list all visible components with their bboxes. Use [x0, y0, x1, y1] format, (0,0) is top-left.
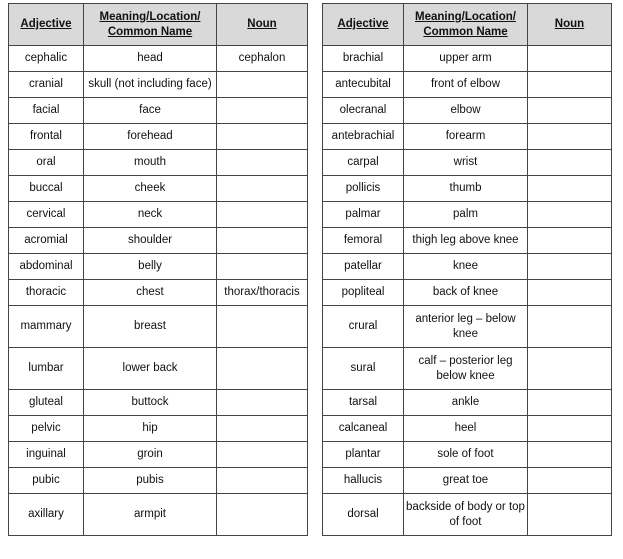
table-row	[9, 98, 308, 124]
meaning-cell: face	[84, 98, 217, 124]
adjective-cell: cranial	[9, 72, 84, 98]
meaning-cell: heel	[404, 416, 528, 442]
noun-cell	[528, 124, 612, 150]
meaning-cell: anterior leg – below knee	[404, 306, 528, 348]
meaning-cell: calf – posterior leg below knee	[404, 348, 528, 390]
meaning-cell: forearm	[404, 124, 528, 150]
noun-cell	[217, 468, 308, 494]
table-row	[9, 348, 308, 390]
adjective-cell: acromial	[9, 228, 84, 254]
table-row	[9, 468, 308, 494]
adjective-cell: brachial	[323, 46, 404, 72]
table-row	[323, 46, 612, 72]
meaning-cell: wrist	[404, 150, 528, 176]
meaning-cell: neck	[84, 202, 217, 228]
noun-cell	[528, 390, 612, 416]
table-row	[323, 124, 612, 150]
noun-cell	[528, 280, 612, 306]
header-meaning-line1: Meaning/Location/	[415, 10, 516, 23]
table-row	[323, 72, 612, 98]
noun-cell	[528, 254, 612, 280]
noun-cell	[217, 228, 308, 254]
noun-cell	[217, 348, 308, 390]
noun-cell	[528, 202, 612, 228]
table-row	[323, 390, 612, 416]
noun-cell: thorax/thoracis	[217, 280, 308, 306]
table-row	[9, 176, 308, 202]
noun-cell	[217, 390, 308, 416]
meaning-cell: chest	[84, 280, 217, 306]
header-meaning	[404, 4, 528, 46]
noun-cell	[528, 46, 612, 72]
adjective-cell: calcaneal	[323, 416, 404, 442]
meaning-cell: lower back	[84, 348, 217, 390]
noun-cell	[217, 124, 308, 150]
noun-cell	[217, 494, 308, 536]
noun-cell	[217, 202, 308, 228]
meaning-cell: back of knee	[404, 280, 528, 306]
noun-cell	[528, 442, 612, 468]
noun-cell	[217, 150, 308, 176]
table-row	[323, 306, 612, 348]
meaning-cell: hip	[84, 416, 217, 442]
table-row	[9, 46, 308, 72]
table-row	[323, 176, 612, 202]
adjective-cell: crural	[323, 306, 404, 348]
adjective-cell: carpal	[323, 150, 404, 176]
meaning-cell: belly	[84, 254, 217, 280]
table-row	[9, 416, 308, 442]
meaning-cell: forehead	[84, 124, 217, 150]
adjective-cell: abdominal	[9, 254, 84, 280]
meaning-cell: palm	[404, 202, 528, 228]
table-row	[9, 72, 308, 98]
meaning-cell: thigh leg above knee	[404, 228, 528, 254]
adjective-cell: hallucis	[323, 468, 404, 494]
adjective-cell: axillary	[9, 494, 84, 536]
meaning-cell: backside of body or top of foot	[404, 494, 528, 536]
table-row	[323, 442, 612, 468]
adjective-cell: tarsal	[323, 390, 404, 416]
adjective-cell: sural	[323, 348, 404, 390]
adjective-cell: buccal	[9, 176, 84, 202]
left-table	[8, 3, 308, 536]
adjective-cell: pollicis	[323, 176, 404, 202]
noun-cell	[528, 150, 612, 176]
table-row	[9, 442, 308, 468]
right-table	[322, 3, 612, 536]
adjective-cell: facial	[9, 98, 84, 124]
table-row	[9, 280, 308, 306]
noun-cell	[528, 176, 612, 202]
meaning-cell: thumb	[404, 176, 528, 202]
noun-cell	[217, 72, 308, 98]
noun-cell	[217, 306, 308, 348]
noun-cell	[528, 494, 612, 536]
noun-cell	[528, 98, 612, 124]
header-adjective: Adjective	[9, 4, 84, 46]
adjective-cell: lumbar	[9, 348, 84, 390]
table-row	[323, 348, 612, 390]
meaning-cell: breast	[84, 306, 217, 348]
table-row	[323, 468, 612, 494]
table-row	[323, 280, 612, 306]
table-row	[9, 124, 308, 150]
meaning-cell: front of elbow	[404, 72, 528, 98]
adjective-cell: mammary	[9, 306, 84, 348]
table-row	[9, 228, 308, 254]
adjective-cell: antebrachial	[323, 124, 404, 150]
noun-cell	[528, 306, 612, 348]
adjective-cell: patellar	[323, 254, 404, 280]
adjective-cell: plantar	[323, 442, 404, 468]
table-row	[323, 494, 612, 536]
meaning-cell: buttock	[84, 390, 217, 416]
meaning-cell: great toe	[404, 468, 528, 494]
header-adjective: Adjective	[323, 4, 404, 46]
noun-cell	[217, 176, 308, 202]
table-row	[323, 202, 612, 228]
table-row	[9, 150, 308, 176]
noun-cell	[528, 416, 612, 442]
header-row	[323, 4, 612, 46]
adjective-cell: gluteal	[9, 390, 84, 416]
adjective-cell: popliteal	[323, 280, 404, 306]
adjective-cell: frontal	[9, 124, 84, 150]
noun-cell	[528, 468, 612, 494]
meaning-cell: groin	[84, 442, 217, 468]
table-row	[9, 494, 308, 536]
noun-cell	[528, 348, 612, 390]
adjective-cell: thoracic	[9, 280, 84, 306]
header-meaning	[84, 4, 217, 46]
noun-cell	[217, 254, 308, 280]
table-row	[9, 390, 308, 416]
meaning-cell: cheek	[84, 176, 217, 202]
meaning-cell: ankle	[404, 390, 528, 416]
meaning-cell: pubis	[84, 468, 217, 494]
table-row	[323, 416, 612, 442]
meaning-cell: sole of foot	[404, 442, 528, 468]
header-row	[9, 4, 308, 46]
adjective-cell: palmar	[323, 202, 404, 228]
meaning-cell: knee	[404, 254, 528, 280]
meaning-cell: skull (not including face)	[84, 72, 217, 98]
table-row	[9, 306, 308, 348]
table-row	[323, 150, 612, 176]
adjective-cell: olecranal	[323, 98, 404, 124]
adjective-cell: pelvic	[9, 416, 84, 442]
adjective-cell: oral	[9, 150, 84, 176]
meaning-cell: head	[84, 46, 217, 72]
table-row	[9, 254, 308, 280]
noun-cell: cephalon	[217, 46, 308, 72]
noun-cell	[217, 416, 308, 442]
header-meaning-line2: Common Name	[423, 25, 508, 38]
table-row	[323, 98, 612, 124]
meaning-cell: shoulder	[84, 228, 217, 254]
meaning-cell: armpit	[84, 494, 217, 536]
adjective-cell: pubic	[9, 468, 84, 494]
header-noun: Noun	[217, 4, 308, 46]
adjective-cell: cervical	[9, 202, 84, 228]
adjective-cell: femoral	[323, 228, 404, 254]
table-row	[323, 254, 612, 280]
table-row	[9, 202, 308, 228]
meaning-cell: upper arm	[404, 46, 528, 72]
meaning-cell: mouth	[84, 150, 217, 176]
header-meaning-line2: Common Name	[107, 25, 193, 38]
adjective-cell: inguinal	[9, 442, 84, 468]
adjective-cell: antecubital	[323, 72, 404, 98]
noun-cell	[217, 442, 308, 468]
meaning-cell: elbow	[404, 98, 528, 124]
noun-cell	[528, 72, 612, 98]
noun-cell	[217, 98, 308, 124]
noun-cell	[528, 228, 612, 254]
adjective-cell: cephalic	[9, 46, 84, 72]
table-row	[323, 228, 612, 254]
header-meaning-line1: Meaning/Location/	[99, 10, 201, 23]
adjective-cell: dorsal	[323, 494, 404, 536]
header-noun: Noun	[528, 4, 612, 46]
